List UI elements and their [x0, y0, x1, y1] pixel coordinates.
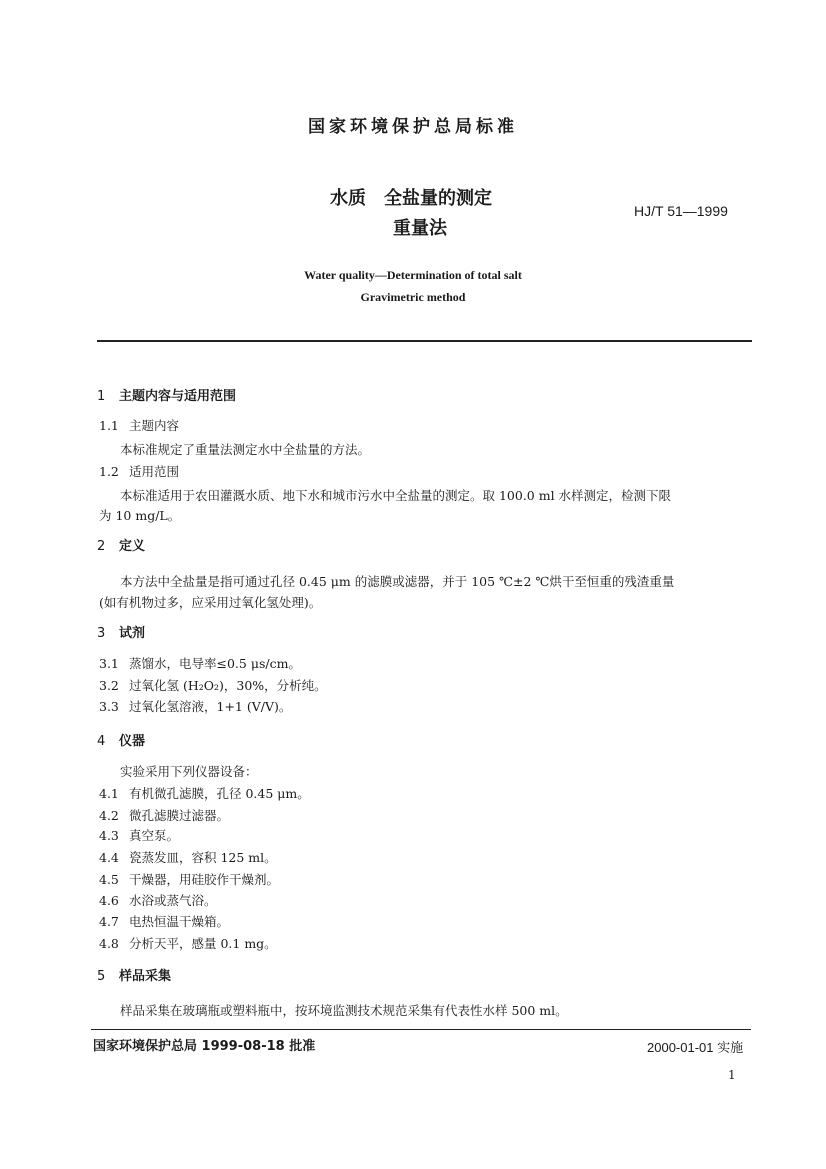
item-text: 干燥器，用硅胶作干燥剂。 [129, 872, 280, 887]
list-item [99, 870, 279, 888]
item-number: 4.6 [99, 893, 119, 908]
list-item [99, 676, 327, 694]
item-number: 4.5 [99, 872, 119, 887]
effective-date: 2000-01-01 实施 [647, 1040, 744, 1055]
section-title: 适用范围 [129, 464, 180, 479]
list-item [99, 806, 229, 824]
list-item [99, 654, 301, 672]
list-item [99, 912, 229, 930]
section-title: 试剂 [119, 626, 146, 641]
item-text: 过氧化氢溶液，1+1 (V/V)。 [129, 699, 292, 714]
english-subtitle: Gravimetric method [360, 290, 466, 304]
document-title: 水质 全盐量的测定 [330, 188, 492, 209]
section-1-1-heading [99, 416, 179, 434]
section-number: 5 [97, 969, 106, 984]
section-number: 1 [97, 389, 106, 404]
section-number: 3 [97, 626, 106, 641]
item-text: 蒸馏水，电导率≤0.5 μs/cm。 [129, 656, 301, 671]
section-1-2-heading [99, 462, 179, 480]
section-2-heading [97, 535, 145, 554]
item-text: 电热恒温干燥箱。 [129, 914, 230, 929]
section-4-heading [97, 730, 145, 749]
item-text: 瓷蒸发皿，容积 125 ml。 [129, 850, 277, 865]
standard-code: HJ/T 51—1999 [634, 203, 728, 219]
list-item [99, 826, 179, 844]
issuing-organization: 国家环境保护总局标准 [308, 117, 518, 137]
item-text: 真空泵。 [129, 828, 180, 843]
section-title: 主题内容 [129, 418, 180, 433]
paragraph: 实验采用下列仪器设备： [120, 764, 258, 779]
item-number: 4.7 [99, 914, 119, 929]
paragraph: 为 10 mg/L。 [99, 508, 181, 523]
item-text: 分析天平，感量 0.1 mg。 [129, 936, 277, 951]
paragraph: (如有机物过多，应采用过氧化氢处理)。 [99, 595, 322, 610]
list-item [99, 934, 277, 952]
item-text: 微孔滤膜过滤器。 [129, 808, 230, 823]
header-divider [97, 340, 752, 342]
section-1-heading [97, 385, 236, 404]
section-3-heading [97, 622, 145, 641]
item-number: 4.1 [99, 786, 119, 801]
page-number: 1 [728, 1068, 736, 1082]
section-number: 1.2 [99, 464, 119, 479]
paragraph: 本标准适用于农田灌溉水质、地下水和城市污水中全盐量的测定。取 100.0 ml 水样测定，检测下限 [120, 488, 672, 503]
list-item [99, 697, 291, 715]
approval-date: 国家环境保护总局 1999-08-18 批准 [93, 1039, 316, 1054]
english-title: Water quality—Determination of total salt [304, 268, 522, 282]
section-title: 仪器 [119, 734, 146, 749]
section-title: 样品采集 [119, 969, 172, 984]
list-item [99, 891, 217, 909]
item-number: 4.4 [99, 850, 119, 865]
item-number: 3.3 [99, 699, 119, 714]
section-5-heading [97, 965, 171, 984]
item-number: 3.1 [99, 656, 119, 671]
section-number: 4 [97, 734, 106, 749]
item-number: 4.3 [99, 828, 119, 843]
paragraph: 本方法中全盐量是指可通过孔径 0.45 μm 的滤膜或滤器，并于 105 ℃±2 ℃烘干至恒重的残渣重量 [120, 574, 675, 589]
list-item [99, 784, 310, 802]
list-item [99, 848, 277, 866]
section-number: 2 [97, 539, 106, 554]
section-title: 定义 [119, 539, 146, 554]
paragraph: 本标准规定了重量法测定水中全盐量的方法。 [120, 442, 371, 457]
footer-divider [91, 1029, 751, 1030]
item-number: 4.2 [99, 808, 119, 823]
paragraph: 样品采集在玻璃瓶或塑料瓶中，按环境监测技术规范采集有代表性水样 500 ml。 [120, 1003, 568, 1018]
item-text: 过氧化氢 (H₂O₂)，30%，分析纯。 [129, 678, 327, 693]
item-text: 水浴或蒸气浴。 [129, 893, 217, 908]
item-number: 4.8 [99, 936, 119, 951]
item-number: 3.2 [99, 678, 119, 693]
section-number: 1.1 [99, 418, 119, 433]
section-title: 主题内容与适用范围 [119, 389, 237, 404]
document-subtitle: 重量法 [393, 218, 447, 239]
item-text: 有机微孔滤膜，孔径 0.45 μm。 [129, 786, 310, 801]
